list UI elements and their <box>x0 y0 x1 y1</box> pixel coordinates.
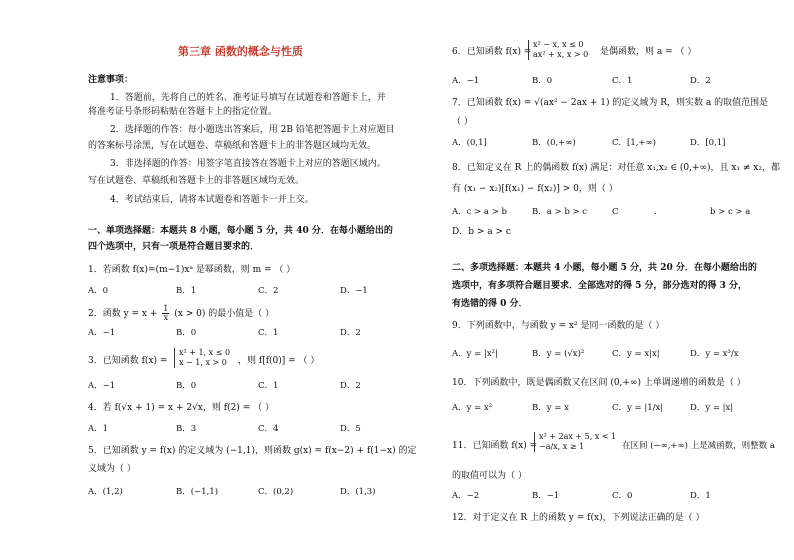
option-a: A．−2 <box>452 491 480 501</box>
option-b: B．0 <box>176 381 197 391</box>
option-c-dot: ． <box>654 207 663 217</box>
option-b: B．0 <box>176 328 197 338</box>
notice-line: 1．答题前，先将自己的姓名、准考证号填写在试题卷和答题卡上，并 <box>110 93 386 103</box>
option-d: D．2 <box>340 381 361 391</box>
question-8: 8．已知定义在 R 上的偶函数 f(x) 满足：对任意 x₁,x₂ ∈ (0,+∞)，且 x₁ ≠ x₂，都 <box>452 163 780 173</box>
option-c: C．y = |1/x| <box>612 403 664 413</box>
option-a: A．−1 <box>88 381 116 391</box>
question-3-pre: 3．已知函数 f(x) = <box>88 356 168 366</box>
fraction-denominator: x <box>163 313 169 322</box>
option-a: A．0 <box>88 286 109 296</box>
question-7-cont: （ ） <box>452 117 473 127</box>
notice-heading: 注意事项： <box>88 75 134 85</box>
piecewise-brace <box>534 432 616 452</box>
notice-line: 将准考证号条形码粘贴在答题卡上的指定位置。 <box>88 107 278 117</box>
option-c: C．0 <box>612 491 633 501</box>
piecewise-case: x² + 1, x ≤ 0 <box>179 348 231 357</box>
notice-line: 2．选择题的作答：每小题选出答案后，用 2B 铅笔把答题卡上对应题目 <box>110 125 395 135</box>
piecewise-case: −a/x, x ≥ 1 <box>539 442 585 451</box>
option-b: B．1 <box>176 286 197 296</box>
option-c: C．[1,+∞) <box>612 138 656 148</box>
section2-heading: 有选错的得 0 分． <box>452 299 528 309</box>
piecewise-brace <box>174 348 230 368</box>
notice-line: 的答案标号涂黑，写在试题卷、草稿纸和答题卡上的非答题区域均无效。 <box>88 141 377 151</box>
question-3-post: ，则 f[f(0)] = （ ） <box>238 356 320 366</box>
option-c: C <box>612 207 619 217</box>
option-b: B．0 <box>532 76 553 86</box>
section1-heading: 一、单项选择题：本题共 8 小题，每小题 5 分，共 40 分．在每小题给出的 <box>88 226 393 236</box>
question-12: 12．对于定义在 R 上的函数 y = f(x)，下列说法正确的是（ ） <box>452 513 705 523</box>
option-d: D．(1,3) <box>340 487 376 497</box>
option-d: D．[0,1] <box>690 138 726 148</box>
question-2-pre: 2．函数 y = x + <box>88 309 158 319</box>
piecewise-case: x² + 2ax + 5, x < 1 <box>539 432 617 441</box>
option-b: B．(−1,1) <box>176 487 219 497</box>
option-a: A．−1 <box>452 76 480 86</box>
notice-line: 4．考试结束后，请将本试题卷和答题卡一并上交。 <box>110 195 314 205</box>
option-d: D．y = |x| <box>690 403 734 413</box>
option-a: A．(0,1] <box>452 138 487 148</box>
option-b: B．a > b > c <box>532 207 588 217</box>
option-c: C．1 <box>258 328 279 338</box>
question-5-cont: 义域为（ ） <box>88 464 136 474</box>
question-6-post: 是偶函数，则 a = （ ） <box>600 47 697 57</box>
question-2 <box>88 305 274 322</box>
notice-line: 3．非选择题的作答：用签字笔直接答在答题卡上对应的答题区域内。 <box>110 159 386 169</box>
question-11-pre: 11．已知函数 f(x) = <box>452 441 538 451</box>
question-11-cont: 的取值可以为（ ） <box>452 471 527 481</box>
notice-line: 写在试题卷、草稿纸和答题卡上的非答题区域均无效。 <box>88 176 305 186</box>
option-a: A．y = |x²| <box>452 349 498 359</box>
option-a: A．y = x² <box>452 403 493 413</box>
question-4: 4．若 f(√x + 1) = x + 2√x，则 f(2) = （ ） <box>88 403 274 413</box>
option-c: C．1 <box>258 381 279 391</box>
question-11-post: 在区间 (−∞,+∞) 上是减函数，则整数 a <box>622 441 775 451</box>
piecewise-case: x² − x, x ≤ 0 <box>533 40 584 49</box>
option-b: B．3 <box>176 424 197 434</box>
option-c: C．(0,2) <box>258 487 294 497</box>
piecewise-brace <box>528 40 588 60</box>
option-d: D．5 <box>340 424 361 434</box>
option-d: D．1 <box>690 491 711 501</box>
option-a: A．1 <box>88 424 109 434</box>
option-b: B．y = (√x)² <box>532 349 585 359</box>
question-9: 9．下列函数中，与函数 y = x² 是同一函数的是（ ） <box>452 321 665 331</box>
option-a: A．(1,2) <box>88 487 123 497</box>
question-5: 5．已知函数 y = f(x) 的定义域为 (−1,1)，则函数 g(x) = f(x−2) + f(1−x) 的定 <box>88 446 417 456</box>
option-d: D．2 <box>340 328 361 338</box>
page-title: 第三章 函数的概念与性质 <box>178 45 303 58</box>
question-10: 10．下列函数中，既是偶函数又在区间 (0,+∞) 上单调递增的函数是（ ） <box>452 378 746 388</box>
question-1: 1．若函数 f(x)=(m−1)xᵃ 是幂函数，则 m = （ ） <box>88 265 296 275</box>
option-b: B．(0,+∞) <box>532 138 576 148</box>
option-c: C．4 <box>258 424 279 434</box>
piecewise-case: ax² + x, x > 0 <box>533 50 589 59</box>
piecewise-case: x − 1, x > 0 <box>179 358 227 367</box>
option-c: C．1 <box>612 76 633 86</box>
question-2-post: (x > 0) 的最小值是（ ） <box>174 309 275 319</box>
option-a: A．−1 <box>88 328 116 338</box>
option-c: C．y = x|x| <box>612 349 660 359</box>
option-d: D．y = x³/x <box>690 349 739 359</box>
question-7: 7．已知函数 f(x) = √(ax² − 2ax + 1) 的定义域为 R，则实数 a 的取值范围是 <box>452 98 769 108</box>
option-d: D．b > a > c <box>452 227 511 237</box>
section2-heading: 二、多项选择题：本题共 4 小题，每小题 5 分，共 20 分．在每小题给出的 <box>452 263 757 273</box>
option-b: B．−1 <box>532 491 560 501</box>
option-a: A．c > a > b <box>452 207 507 217</box>
question-8-cont: 有 (x₁ − x₂)[f(x₁) − f(x₂)] > 0，则（ ） <box>452 184 618 194</box>
question-6-pre: 6．已知函数 f(x) = <box>452 47 532 57</box>
fraction-numerator: 1 <box>163 304 169 313</box>
section1-heading: 四个选项中，只有一项是符合题目要求的． <box>88 242 260 252</box>
option-c-value: b > c > a <box>710 207 751 217</box>
option-d: D．2 <box>690 76 711 86</box>
option-c: C．2 <box>258 286 279 296</box>
section2-heading: 选项中，有多项符合题目要求．全部选对的得 5 分，部分选对的得 3 分， <box>452 281 748 291</box>
option-d: D．−1 <box>340 286 368 296</box>
fraction <box>162 305 169 322</box>
option-b: B．y = x <box>532 403 569 413</box>
